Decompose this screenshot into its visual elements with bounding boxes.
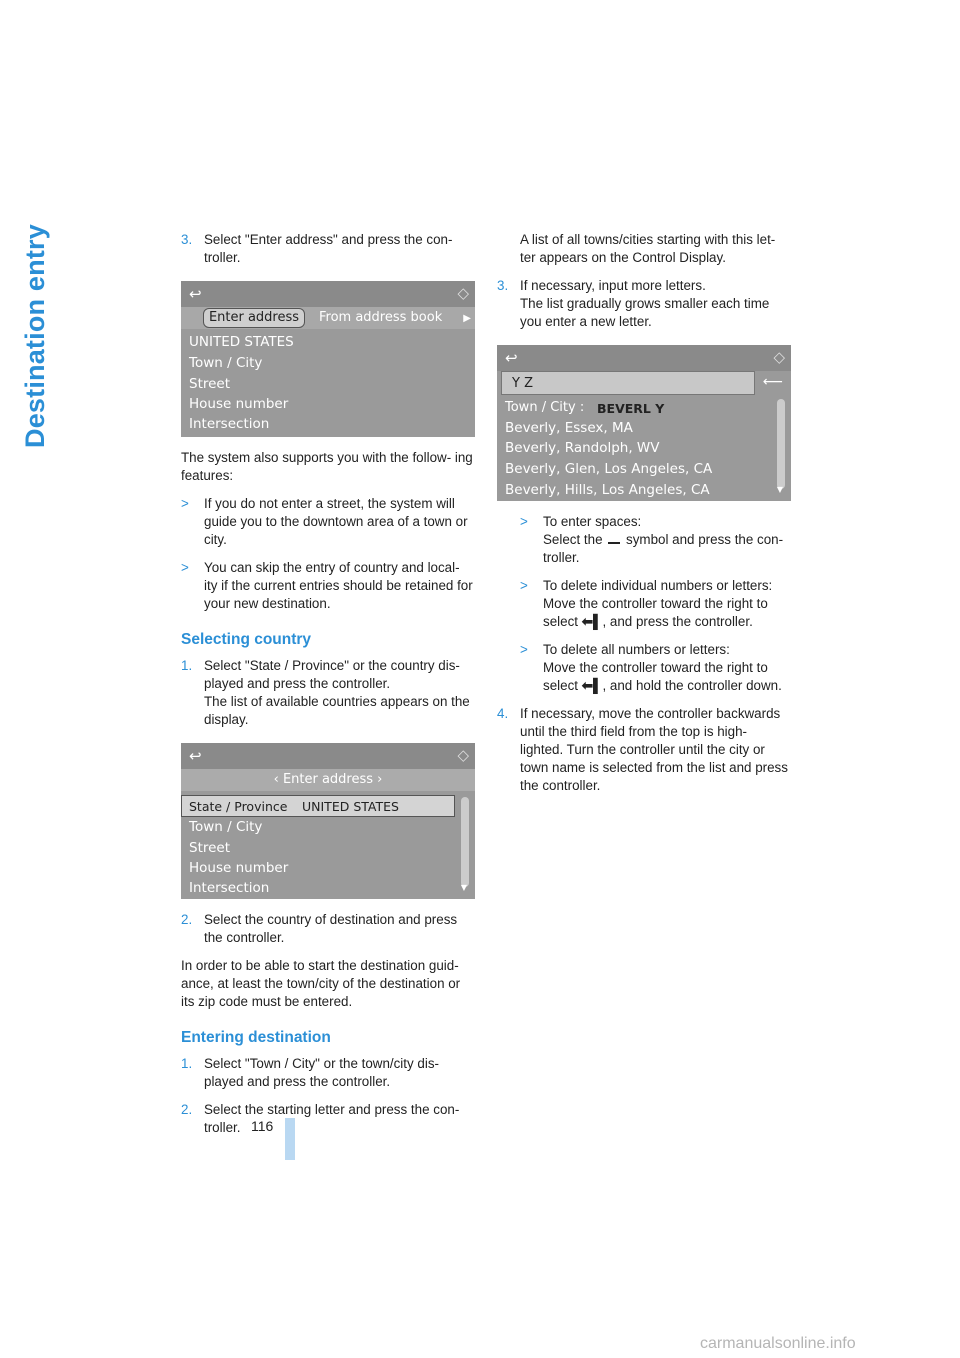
left-column	[181, 231, 475, 1147]
row-country[interactable]: UNITED STATES	[189, 334, 294, 350]
bullet-title: To delete all numbers or letters:	[543, 642, 730, 657]
screen-town-city-input	[497, 345, 791, 501]
step-text-b: The list gradually grows smaller each time you enter a new letter.	[520, 296, 770, 329]
back-arrow-icon: ↩	[189, 747, 202, 765]
bullet-text-b: , and hold the controller down.	[602, 678, 782, 693]
step-1-select-country	[181, 657, 475, 729]
back-arrow-icon: ↩	[189, 285, 202, 303]
town-city-value: BEVERL Y	[597, 401, 665, 416]
step-number: 4.	[497, 706, 509, 721]
watermark: carmanualsonline.info	[700, 1335, 856, 1352]
bullet-text	[543, 577, 791, 631]
screen-topbar	[181, 281, 475, 307]
selected-label: State / Province	[189, 799, 288, 814]
step-text: Select "Town / City" or the town/city dis- played and press the controller.	[204, 1056, 439, 1089]
town-city-label: Town / City :	[505, 400, 585, 415]
step-3-more-letters	[497, 277, 791, 331]
step-text: If necessary, move the controller backwards until the third field from the top is high- lighted. Turn the controller until the city or town name is selected from the list and press the controller.	[520, 706, 788, 793]
row-town-city[interactable]: Town / City	[189, 355, 263, 371]
step-2-select-destination-country	[181, 911, 475, 947]
row-intersection[interactable]: Intersection	[189, 880, 270, 896]
header-bar	[181, 769, 475, 791]
letter-input-text: Y Z	[512, 376, 533, 391]
step-number: 2.	[181, 1102, 193, 1117]
bullet-marker: >	[520, 642, 528, 657]
row-street[interactable]: Street	[189, 376, 231, 392]
scroll-down-icon: ▼	[776, 485, 783, 494]
selected-row[interactable]	[181, 795, 455, 817]
scrollbar[interactable]	[461, 797, 469, 887]
step-4-select-city	[497, 705, 791, 795]
continuation-paragraph: A list of all towns/cities starting with this let- ter appears on the Control Display.	[520, 232, 776, 265]
step-text: Select "Enter address" and press the con- troller.	[204, 232, 453, 265]
step-text-a: If necessary, input more letters.	[520, 278, 706, 293]
bullet-text-a: Select the	[543, 532, 603, 547]
bullet-text	[543, 513, 791, 567]
step-number: 2.	[181, 912, 193, 927]
row-street[interactable]: Street	[189, 840, 231, 856]
bullet-text	[543, 641, 791, 695]
step-text	[520, 277, 791, 331]
result-row[interactable]: Beverly, Essex, MA	[505, 420, 633, 436]
bullet-text: If you do not enter a street, the system will guide you to the downtown area of a town or city.	[204, 496, 468, 547]
step-number: 3.	[181, 232, 193, 247]
result-row[interactable]: Beverly, Hills, Los Angeles, CA	[505, 482, 710, 498]
right-column	[497, 231, 791, 805]
bullet-marker: >	[181, 560, 189, 575]
bullet-item	[520, 513, 791, 567]
heading-selecting-country: Selecting country	[181, 631, 312, 648]
scroll-down-icon: ▼	[460, 883, 467, 892]
screen-topbar	[181, 743, 475, 769]
page-number: 116	[251, 1118, 274, 1134]
screen-enter-address	[181, 281, 475, 437]
bullet-text-b: symbol and press the con- troller.	[543, 532, 784, 565]
back-arrow-icon: ↩	[505, 349, 518, 367]
result-row[interactable]: Beverly, Glen, Los Angeles, CA	[505, 461, 713, 477]
controller-icon: ◇	[773, 348, 785, 366]
guidance-paragraph: In order to be able to start the destination guid- ance, at least the town/city of the destination or its zip code must be entered.	[181, 958, 461, 1009]
controller-icon: ◇	[457, 746, 469, 764]
scrollbar[interactable]	[777, 399, 785, 489]
intro-paragraph: The system also supports you with the follow- ing features:	[181, 450, 473, 483]
row-house-number[interactable]: House number	[189, 396, 289, 412]
tab-from-address-book[interactable]: From address book	[319, 310, 443, 325]
arrow-right-icon: ▶	[463, 313, 471, 324]
step-number: 3.	[497, 278, 509, 293]
step-1-select-town	[181, 1055, 475, 1091]
delete-symbol-icon: ⬅▌	[581, 614, 603, 629]
step-number: 1.	[181, 1056, 193, 1071]
bullet-item	[181, 559, 475, 613]
sub-bullets	[497, 513, 791, 695]
step-2-starting-letter	[181, 1101, 475, 1137]
step-3-enter-address	[181, 231, 475, 267]
tab-enter-address[interactable]: Enter address	[203, 308, 305, 328]
letter-input-bar[interactable]	[501, 371, 755, 395]
bullet-text-b: , and press the controller.	[602, 614, 753, 629]
row-intersection[interactable]: Intersection	[189, 416, 270, 432]
tab-bar	[181, 307, 475, 329]
row-town-city[interactable]: Town / City	[189, 819, 263, 835]
bullet-item	[181, 495, 475, 549]
bullet-item	[520, 577, 791, 631]
delete-symbol-icon: ⬅▌	[581, 678, 603, 693]
bullet-text: You can skip the entry of country and local- ity if the current entries should be retained for your new destination.	[204, 560, 473, 611]
heading-entering-destination: Entering destination	[181, 1029, 331, 1046]
page-marker-bar	[285, 1118, 295, 1160]
screen-state-province	[181, 743, 475, 899]
side-title-text: Destination entry	[20, 224, 50, 448]
step-text-b: The list of available countries appears on the display.	[204, 694, 470, 727]
step-text: Select the starting letter and press the con- troller.	[204, 1102, 460, 1135]
step-number: 1.	[181, 658, 193, 673]
bullet-marker: >	[520, 514, 528, 529]
bullet-text-a: Move the controller toward the right to select	[543, 596, 768, 629]
row-house-number[interactable]: House number	[189, 860, 289, 876]
step-text-a: Select "State / Province" or the country dis- played and press the controller.	[204, 658, 460, 691]
header-enter-address[interactable]: ‹ Enter address ›	[273, 772, 383, 787]
delete-arrow-icon[interactable]: ⟵	[762, 374, 783, 390]
step-text	[204, 657, 475, 729]
bullet-text-a: Move the controller toward the right to select	[543, 660, 768, 693]
selected-value: UNITED STATES	[302, 799, 399, 814]
space-symbol-icon	[608, 542, 620, 544]
step-text: Select the country of destination and press the controller.	[204, 912, 458, 945]
result-row[interactable]: Beverly, Randolph, WV	[505, 440, 660, 456]
bullet-title: To delete individual numbers or letters:	[543, 578, 773, 593]
bullet-title: To enter spaces:	[543, 514, 642, 529]
bullet-marker: >	[181, 496, 189, 511]
bullet-item	[520, 641, 791, 695]
town-city-field[interactable]	[497, 397, 791, 419]
bullet-marker: >	[520, 578, 528, 593]
screen-topbar	[497, 345, 791, 371]
controller-icon: ◇	[457, 284, 469, 302]
